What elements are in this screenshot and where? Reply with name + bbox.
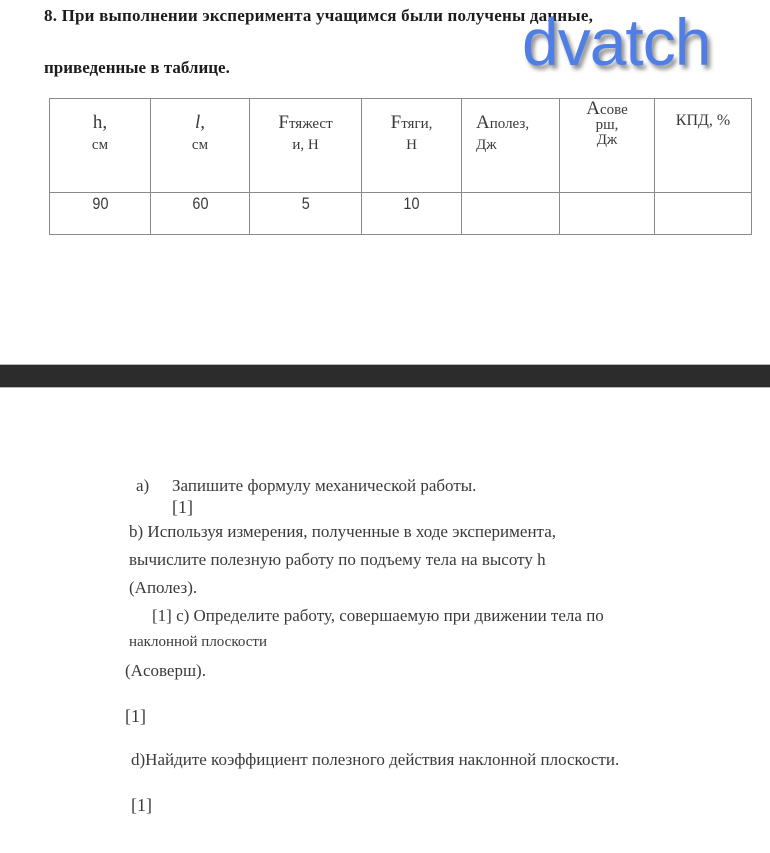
task-b-line1: b) Используя измерения, полученные в ходе эксперимента, bbox=[129, 522, 556, 541]
value-useful-work bbox=[462, 193, 560, 235]
header-length: l, см bbox=[151, 99, 250, 193]
experiment-data-table bbox=[49, 98, 752, 235]
task-c-mark: [1] bbox=[125, 706, 146, 726]
watermark-logo: dvatch bbox=[522, 5, 711, 79]
task-b-line3: (Aполез). bbox=[129, 578, 198, 597]
value-traction-force: 10 bbox=[362, 193, 462, 235]
page-separator-band bbox=[0, 364, 770, 388]
table-row bbox=[50, 193, 752, 235]
task-a-text: Запишите формулу механической работы. bbox=[172, 476, 477, 495]
task-c-line2: наклонной плоскости bbox=[129, 634, 267, 650]
header-gravity-force: Fтяжест и, Н bbox=[250, 99, 362, 193]
task-d-text: d)Найдите коэффициент полезного действия наклонной плоскости. bbox=[131, 750, 620, 769]
question-heading-line1 bbox=[44, 6, 593, 26]
question-text-line1: При выполнении эксперимента учащимся были получены данные, bbox=[61, 6, 594, 25]
task-a-label: a) bbox=[136, 476, 150, 495]
header-traction-force: Fтяги, Н bbox=[362, 99, 462, 193]
header-useful-work: Aполез, Дж bbox=[462, 99, 560, 193]
value-efficiency bbox=[655, 193, 752, 235]
value-length: 60 bbox=[151, 193, 250, 235]
table-header-row bbox=[50, 99, 752, 193]
header-efficiency: КПД, % bbox=[655, 99, 752, 193]
value-gravity-force: 5 bbox=[250, 193, 362, 235]
header-total-work: Aсове рш, Дж bbox=[560, 99, 655, 193]
value-total-work bbox=[560, 193, 655, 235]
header-height: h, см bbox=[50, 99, 151, 193]
value-height: 90 bbox=[50, 193, 151, 235]
question-number: 8. bbox=[44, 6, 58, 25]
question-text-line2: приведенные в таблице. bbox=[44, 58, 230, 77]
task-b-line2: вычислите полезную работу по подъему тела на высоту h bbox=[129, 550, 546, 569]
task-c-line1: [1] c) Определите работу, совершаемую при движении тела по bbox=[152, 606, 604, 625]
task-a-mark: [1] bbox=[172, 497, 193, 517]
task-d-mark: [1] bbox=[131, 795, 152, 815]
task-c-line3: (Aсоверш). bbox=[125, 661, 206, 680]
